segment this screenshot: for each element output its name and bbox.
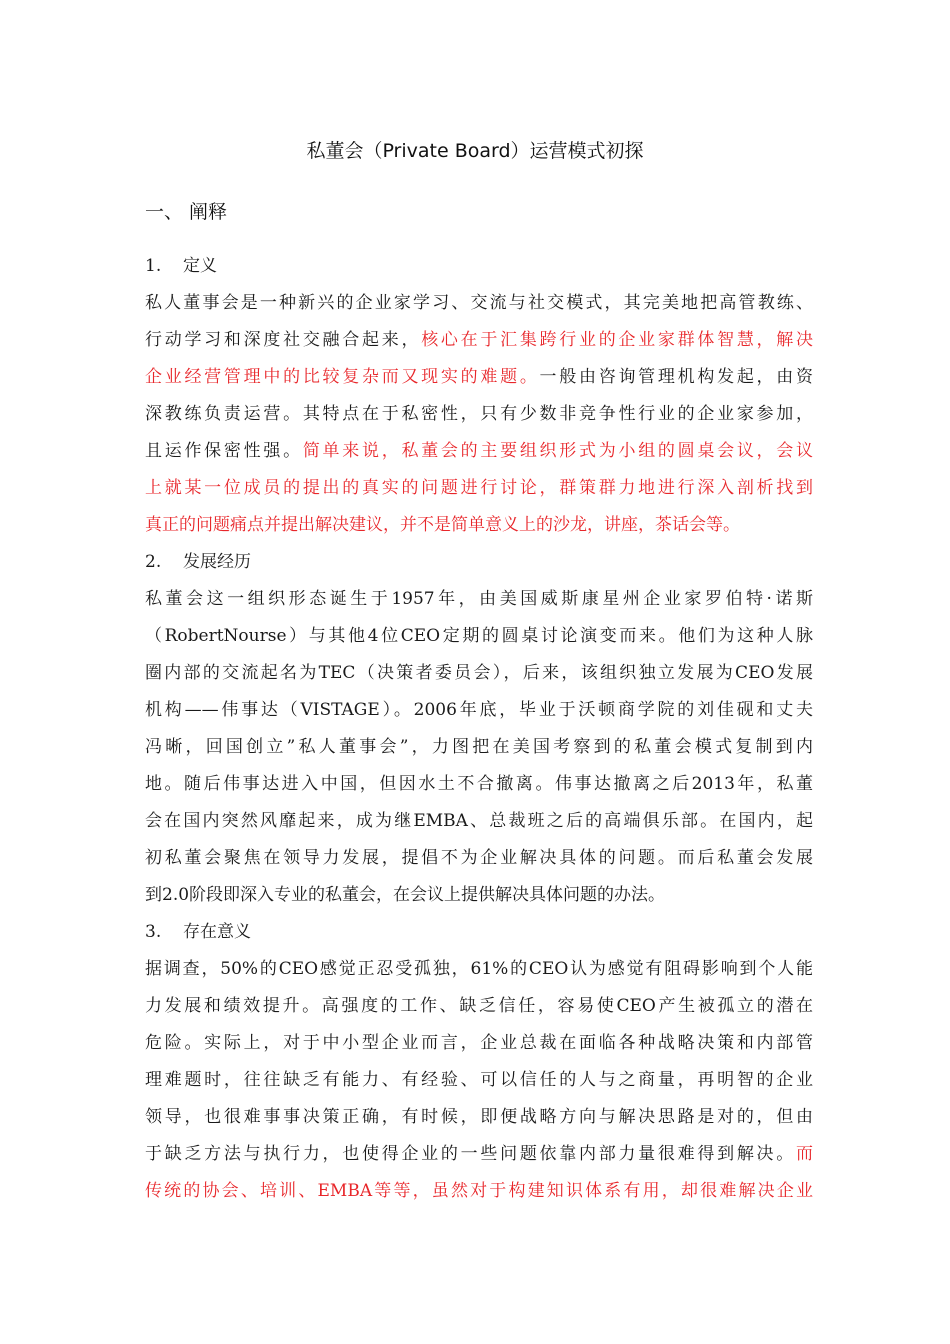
highlight-line: 真正的问题痛点并提出解决建议，并不是简单意义上的沙龙，讲座，茶话会等。 [145,515,740,535]
text-span: 且运作保密性强。 [145,441,303,461]
text-line [145,433,813,470]
text-line: 据调查，50%的CEO感觉正忍受孤独，61%的CEO认为感觉有阻碍影响到个人能 [145,959,813,979]
text-span: 行动学习和深度社交融合起来， [145,330,422,350]
subheading-number: 3. [145,922,162,942]
highlight-line: 传统的协会、培训、EMBA等等，虽然对于构建知识体系有用，却很难解决企业 [145,1181,813,1201]
text-line: 地。随后伟事达进入中国，但因水土不合撤离。伟事达撤离之后2013年，私董 [145,774,813,794]
text-line [145,359,813,396]
text-line: 到2.0阶段即深入专业的私董会，在会议上提供解决具体问题的办法。 [145,885,666,905]
text-line: 深教练负责运营。其特点在于私密性，只有少数非竞争性行业的企业家参加， [145,404,813,424]
text-line: 圈内部的交流起名为TEC（决策者委员会），后来，该组织独立发展为CEO发展 [145,663,813,683]
highlight-span: 简单来说，私董会的主要组织形式为小组的圆桌会议，会议 [302,441,813,461]
text-line: 私董会这一组织形态诞生于1957年，由美国威斯康星州企业家罗伯特·诺斯 [145,589,813,609]
paragraph-history [145,581,813,914]
section-title: 阐释 [189,201,228,223]
subheading-number: 1. [145,256,162,276]
text-span: 一般由咨询管理机构发起，由资 [539,367,813,387]
text-line: 机构——伟事达（VISTAGE）。2006年底，毕业于沃顿商学院的刘佳砚和丈夫 [145,700,813,720]
text-line: 力发展和绩效提升。高强度的工作、缺乏信任，容易使CEO产生被孤立的潜在 [145,996,813,1016]
text-line: 理难题时，往往缺乏有能力、有经验、可以信任的人与之商量，再明智的企业 [145,1070,813,1090]
subheading-significance [145,914,813,951]
text-line [145,1136,813,1173]
subheading-history [145,544,813,581]
text-line: 冯晰，回国创立”私人董事会”，力图把在美国考察到的私董会模式复制到内 [145,737,813,757]
subheading-definition [145,248,813,285]
subheading-title: 发展经历 [183,552,251,572]
subheading-title: 定义 [183,256,217,276]
text-span: 于缺乏方法与执行力，也使得企业的一些问题依靠内部力量很难得到解决。 [145,1144,796,1164]
document-body [145,248,813,1210]
highlight-span: 企业经营管理中的比较复杂而又现实的难题。 [145,367,540,387]
paragraph-definition [145,285,813,544]
text-line: 初私董会聚焦在领导力发展，提倡不为企业解决具体的问题。而后私董会发展 [145,848,813,868]
paragraph-significance [145,951,813,1210]
text-line: 领导，也很难事事决策正确，有时候，即便战略方向与解决思路是对的，但由 [145,1107,813,1127]
text-line: 会在国内突然风靡起来，成为继EMBA、总裁班之后的高端俱乐部。在国内，起 [145,811,813,831]
highlight-line: 上就某一位成员的提出的真实的问题进行讨论，群策群力地进行深入剖析找到 [145,478,813,498]
highlight-span: 而 [796,1144,813,1164]
text-line [145,322,813,359]
highlight-span: 核心在于汇集跨行业的企业家群体智慧，解决 [421,330,813,350]
subheading-title: 存在意义 [183,922,251,942]
text-line: 危险。实际上，对于中小型企业而言，企业总裁在面临各种战略决策和内部管 [145,1033,813,1053]
page-title: 私董会（Private Board）运营模式初探 [306,140,644,162]
section-heading-1 [145,199,227,225]
section-number: 一、 [145,201,184,223]
text-line: （RobertNourse）与其他4位CEO定期的圆桌讨论演变而来。他们为这种人脉 [145,626,813,646]
text-line: 私人董事会是一种新兴的企业家学习、交流与社交模式，其完美地把高管教练、 [145,293,813,313]
subheading-number: 2. [145,552,162,572]
